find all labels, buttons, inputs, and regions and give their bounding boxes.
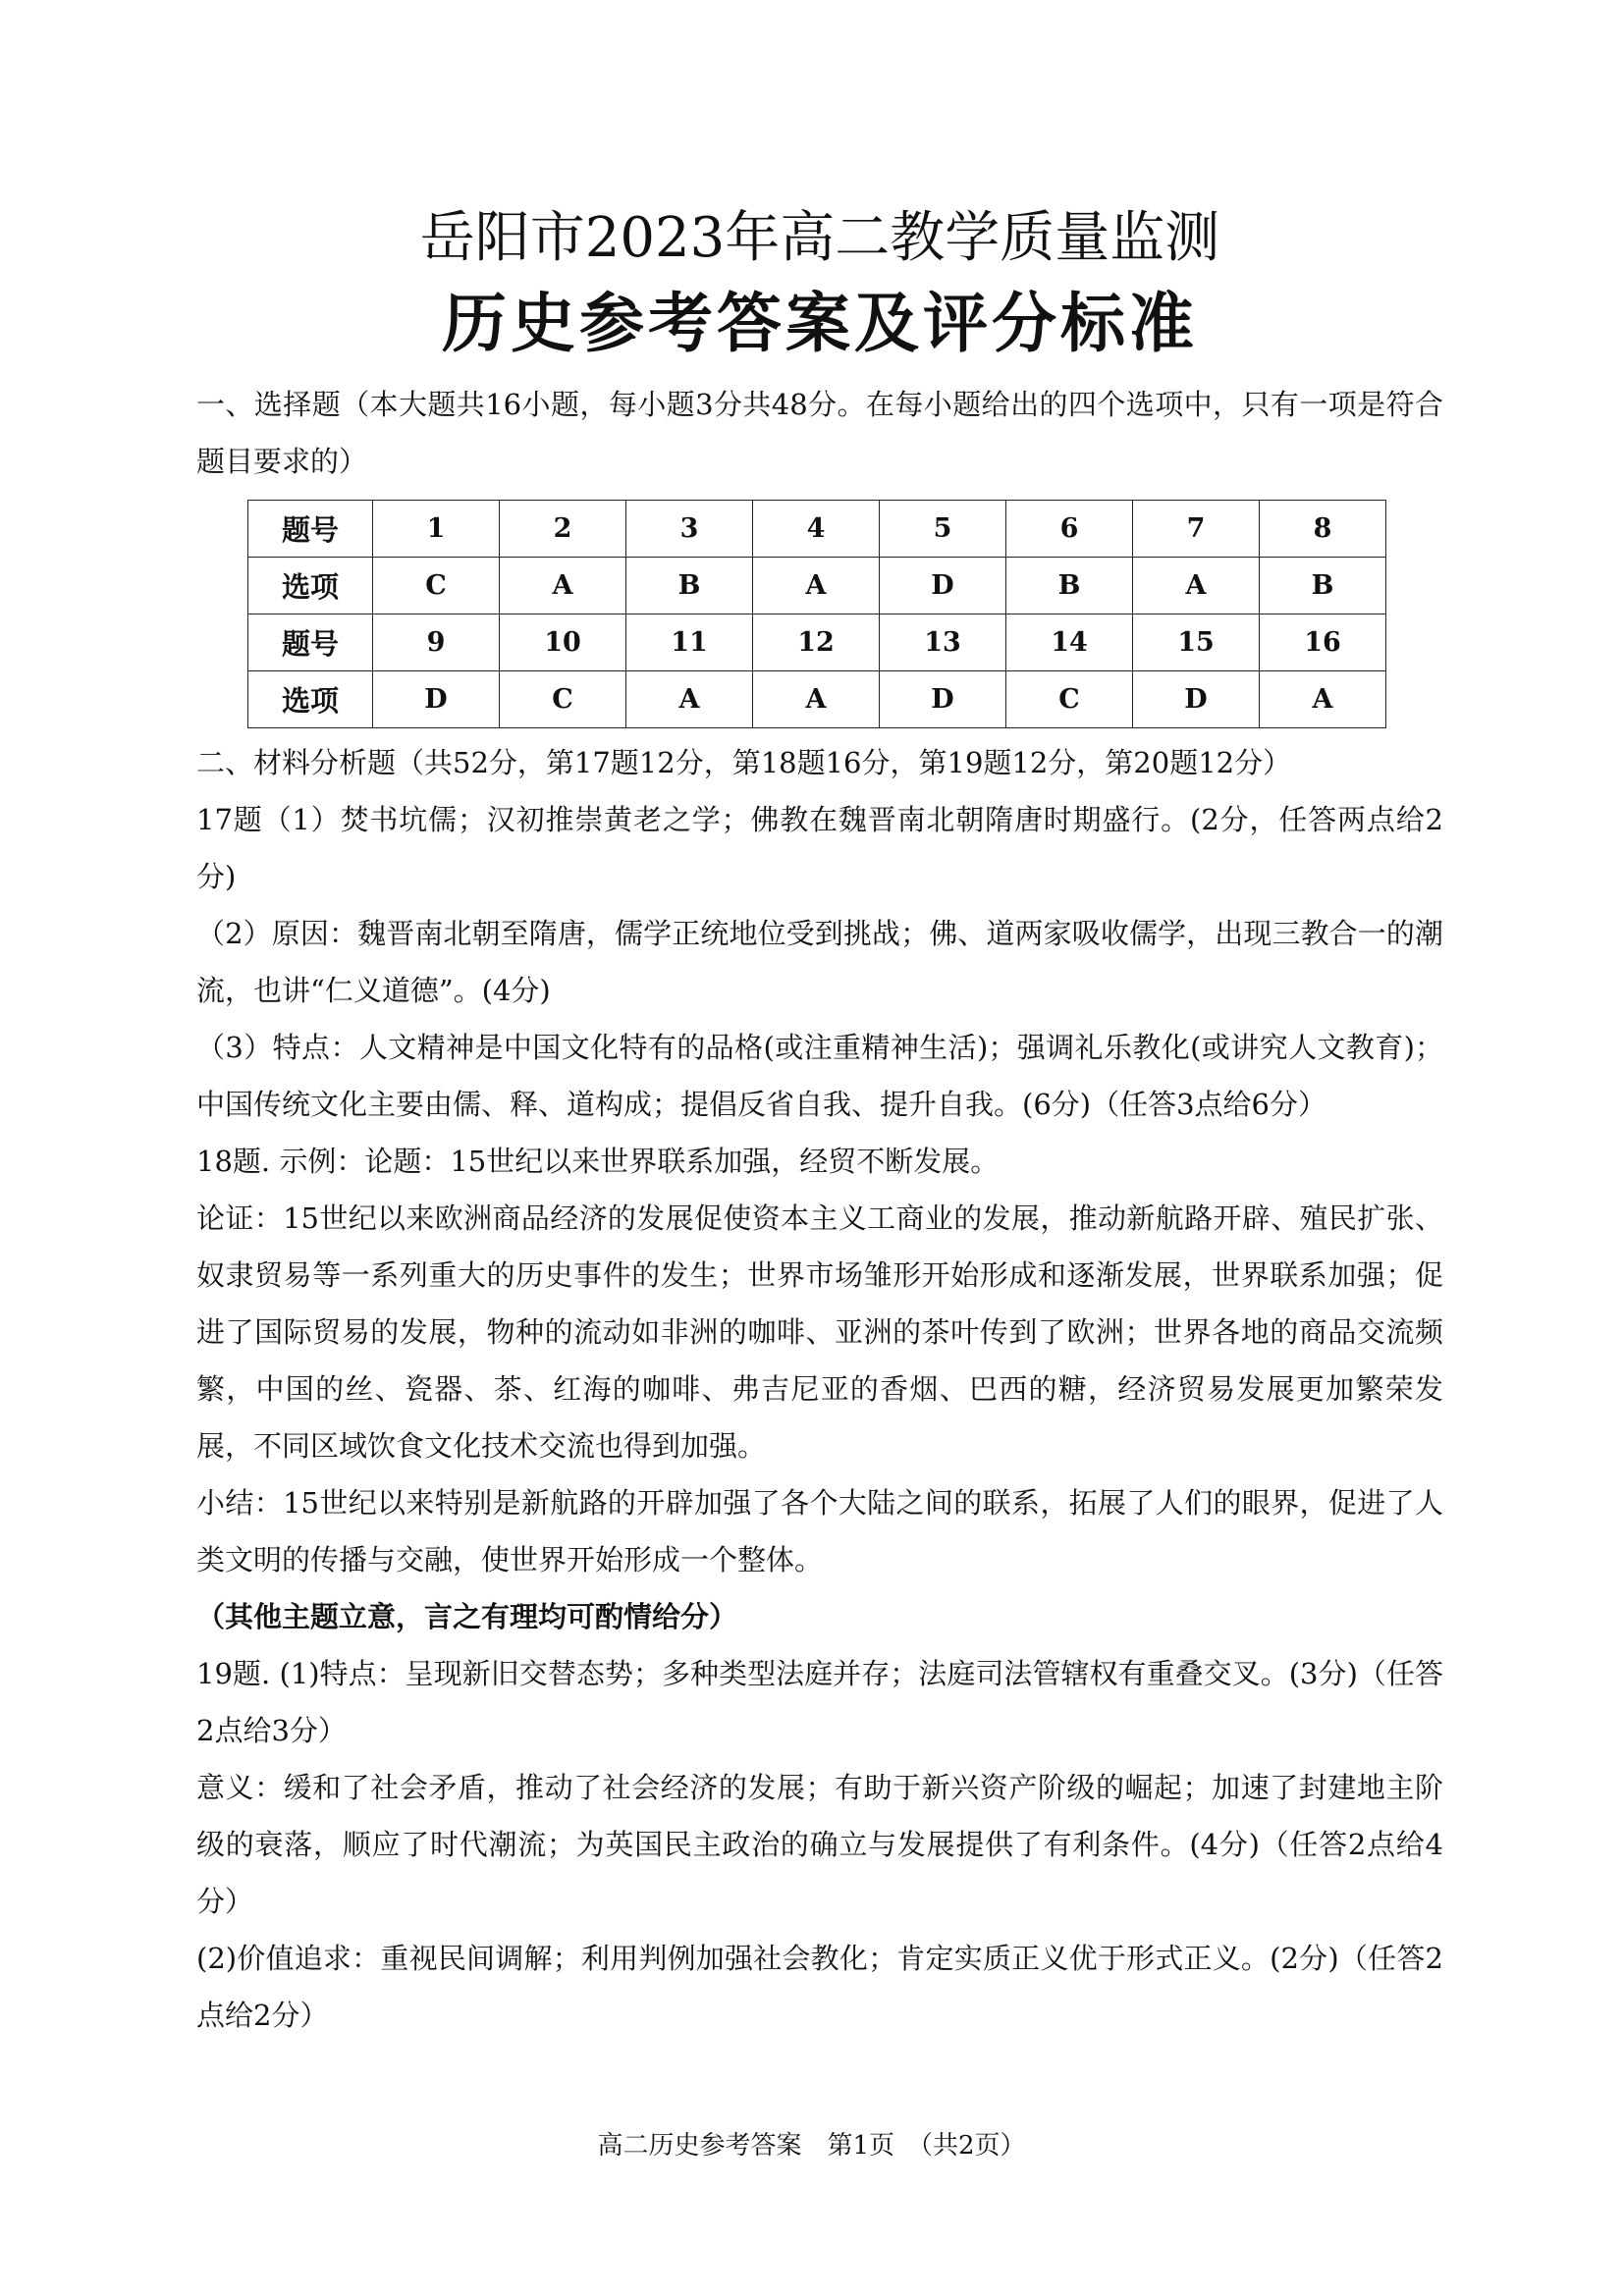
answer-sheet-page: [196, 201, 1443, 2044]
answer-option: B: [1260, 558, 1386, 614]
answer-option: D: [880, 558, 1006, 614]
answer-option: A: [626, 671, 753, 728]
question-number: 3: [626, 501, 753, 558]
q17-part2: （2）原因：魏晋南北朝至隋唐，儒学正统地位受到挑战；佛、道两家吸收儒学，出现三教合一的潮流，也讲“仁义道德”。(4分): [196, 917, 1443, 1007]
table-row: [248, 614, 1386, 671]
table-row: [248, 671, 1386, 728]
question-number: 5: [880, 501, 1006, 558]
answer-option: D: [373, 671, 500, 728]
answer-option: A: [753, 558, 880, 614]
exam-title: 岳阳市2023年高二教学质量监测: [419, 206, 1220, 270]
q19-part2: (2)价值追求：重视民间调解；利用判例加强社会教化；肯定实质正义优于形式正义。(2分)（任答2点给2分）: [196, 1942, 1443, 2032]
row-label: 题号: [248, 614, 373, 671]
row-label: 题号: [248, 501, 373, 558]
answer-option: A: [753, 671, 880, 728]
row-label: 选项: [248, 558, 373, 614]
answer-option: C: [373, 558, 500, 614]
question-number: 11: [626, 614, 753, 671]
question-number: 9: [373, 614, 500, 671]
answer-option: B: [1006, 558, 1133, 614]
question-number: 7: [1133, 501, 1260, 558]
q17-part1: 17题（1）焚书坑儒；汉初推崇黄老之学；佛教在魏晋南北朝隋唐时期盛行。(2分，任答两点给2分): [196, 803, 1443, 893]
question-number: 16: [1260, 614, 1386, 671]
answer-key-title: 历史参考答案及评分标准: [442, 285, 1198, 361]
section2-heading: 二、材料分析题（共52分，第17题12分，第18题16分，第19题12分，第20题12分）: [196, 746, 1292, 779]
question-number: 10: [500, 614, 626, 671]
question-number: 1: [373, 501, 500, 558]
table-row: [248, 501, 1386, 558]
section1-heading: 一、选择题（本大题共16小题，每小题3分共48分。在每小题给出的四个选项中，只有一项是符合题目要求的）: [196, 388, 1443, 478]
question-number: 2: [500, 501, 626, 558]
answer-table: [247, 500, 1386, 728]
q19-part1: 19题. (1)特点：呈现新旧交替态势；多种类型法庭并存；法庭司法管辖权有重叠交叉。(3分)（任答2点给3分）: [196, 1657, 1443, 1747]
row-label: 选项: [248, 671, 373, 728]
q18-argument: 论证：15世纪以来欧洲商品经济的发展促使资本主义工商业的发展，推动新航路开辟、殖民扩张、奴隶贸易等一系列重大的历史事件的发生；世界市场雏形开始形成和逐渐发展，世界联系加强；促进了国际贸易的发展，物种的流动如非洲的咖啡、亚洲的茶叶传到了欧洲；世界各地的商品交流频繁，中国的丝、瓷器、茶、红海的咖啡、弗吉尼亚的香烟、巴西的糖，经济贸易发展更加繁荣发展，不同区域饮食文化技术交流也得到加强。: [196, 1201, 1443, 1463]
question-number: 12: [753, 614, 880, 671]
answer-option: A: [1133, 558, 1260, 614]
q18-scoring-note: （其他主题立意，言之有理均可酌情给分）: [196, 1600, 738, 1633]
question-number: 15: [1133, 614, 1260, 671]
answer-option: C: [1006, 671, 1133, 728]
q17-part3: （3）特点：人文精神是中国文化特有的品格(或注重精神生活)；强调礼乐教化(或讲究人文教育)；中国传统文化主要由儒、释、道构成；提倡反省自我、提升自我。(6分)（任答3点给6分）: [196, 1031, 1443, 1121]
question-number: 4: [753, 501, 880, 558]
answer-option: C: [500, 671, 626, 728]
answer-option: D: [880, 671, 1006, 728]
q19-meaning: 意义：缓和了社会矛盾，推动了社会经济的发展；有助于新兴资产阶级的崛起；加速了封建地主阶级的衰落，顺应了时代潮流；为英国民主政治的确立与发展提供了有利条件。(4分)（任答2点给4分）: [196, 1771, 1443, 1918]
question-number: 14: [1006, 614, 1133, 671]
question-number: 6: [1006, 501, 1133, 558]
question-number: 8: [1260, 501, 1386, 558]
answer-option: B: [626, 558, 753, 614]
table-row: [248, 558, 1386, 614]
answer-option: A: [1260, 671, 1386, 728]
answer-option: A: [500, 558, 626, 614]
q18-intro: 18题. 示例：论题：15世纪以来世界联系加强，经贸不断发展。: [196, 1145, 1000, 1178]
page-footer: 高二历史参考答案 第1页 （共2页）: [597, 2131, 1026, 2161]
q18-summary: 小结：15世纪以来特别是新航路的开辟加强了各个大陆之间的联系，拓展了人们的眼界，促进了人类文明的传播与交融，使世界开始形成一个整体。: [196, 1486, 1443, 1576]
question-number: 13: [880, 614, 1006, 671]
answer-option: D: [1133, 671, 1260, 728]
